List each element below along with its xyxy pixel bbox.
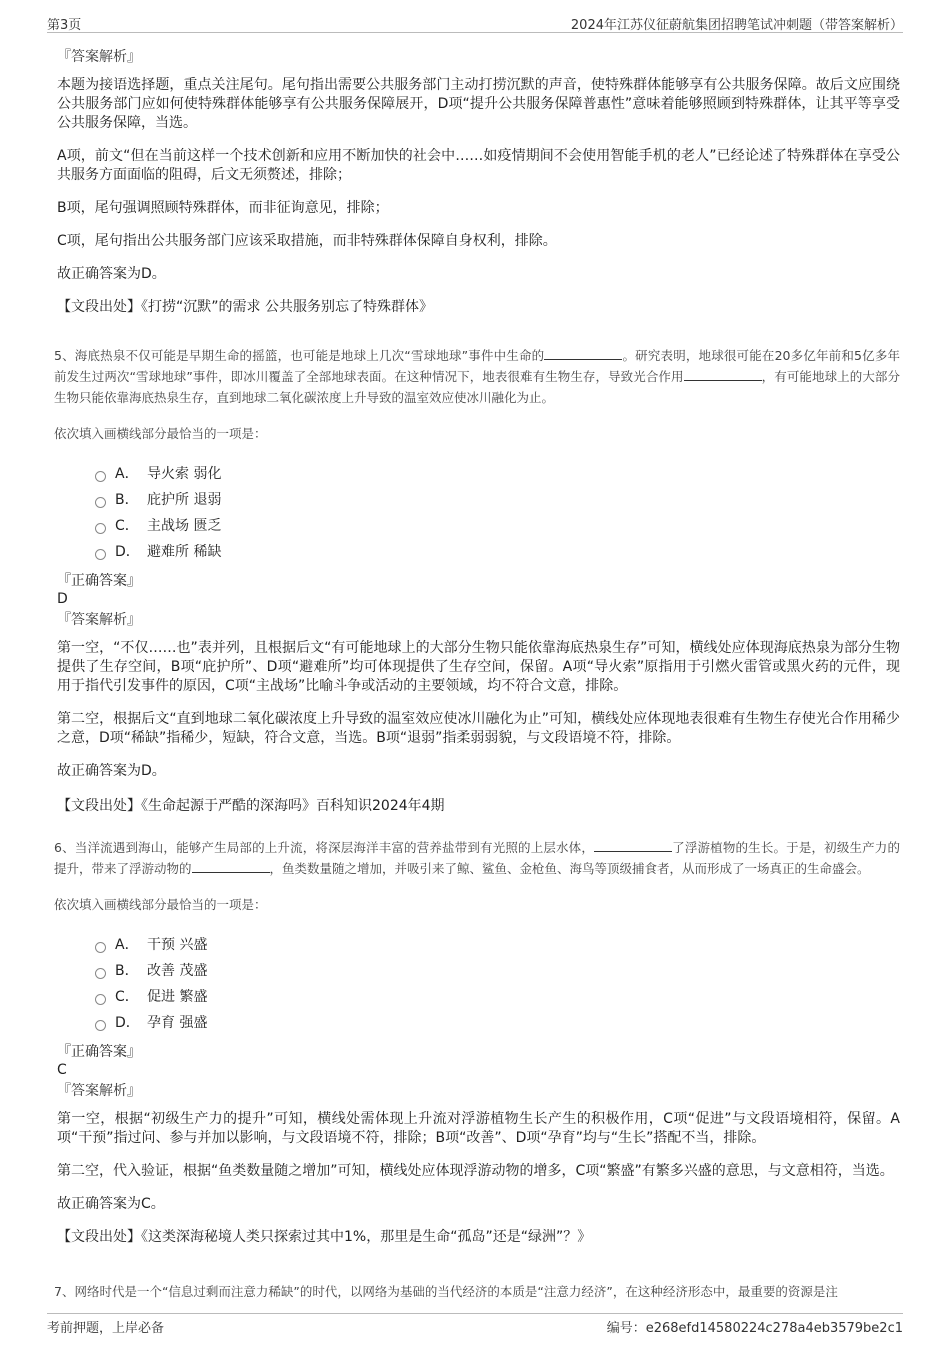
analysis-label: 『答案解析』 (57, 49, 141, 65)
correct-answer-value: D (57, 591, 68, 607)
fill-blank (544, 347, 622, 360)
option-b[interactable] (95, 957, 900, 983)
option-letter: D． (115, 1015, 140, 1031)
option-letter: B． (115, 963, 139, 979)
option-text: 主战场 匮乏 (147, 518, 222, 534)
document-title: 2024年江苏仪征蔚航集团招聘笔试冲刺题（带答案解析） (570, 18, 903, 33)
analysis-paragraph: C项，尾句指出公共服务部门应该采取措施，而非特殊群体保障自身权利，排除。 (57, 233, 557, 249)
option-text: 避难所 稀缺 (147, 544, 222, 560)
radio-icon[interactable] (95, 968, 106, 979)
source-citation: 【文段出处】《这类深海秘境人类只探索过其中1%，那里是生命“孤岛”还是“绿洲”？》 (57, 1229, 592, 1245)
analysis-paragraph: 故正确答案为D。 (57, 266, 166, 282)
option-d[interactable] (95, 538, 900, 564)
option-text: 庇护所 退弱 (147, 492, 222, 508)
radio-icon[interactable] (95, 1020, 106, 1031)
option-letter: C． (115, 518, 139, 534)
question-text-part: 5、海底热泉不仅可能是早期生命的摇篮，也可能是地球上几次“雪球地球”事件中生命的 (54, 348, 545, 363)
option-letter: D． (115, 544, 140, 560)
option-b[interactable] (95, 486, 900, 512)
page-header (47, 12, 903, 33)
analysis-paragraph: 第二空，代入验证，根据“鱼类数量随之增加”可知，横线处应体现浮游动物的增多，C项“繁盛”有繁多兴盛的意思，与文意相符，当选。 (57, 1163, 894, 1179)
radio-icon[interactable] (95, 471, 106, 482)
source-citation: 【文段出处】《生命起源于严酷的深海吗》百科知识2024年4期 (57, 798, 445, 814)
footer-slogan: 考前押题，上岸必备 (47, 1321, 165, 1336)
analysis-paragraph: 第二空，根据后文“直到地球二氧化碳浓度上升导致的温室效应使冰川融化为止”可知，横线处应体现地表很难有生物生存使光合作用稀少之意，D项“稀缺”指稀少，短缺，符合文意，当选。B项“退弱”指柔弱弱貌，与文段语境不符，排除。 (57, 711, 900, 746)
analysis-paragraph: B项，尾句强调照顾特殊群体，而非征询意见，排除； (57, 200, 389, 216)
analysis-paragraph: 故正确答案为C。 (57, 1196, 165, 1212)
question-6-text (54, 837, 900, 879)
correct-answer-label: 『正确答案』 (57, 1044, 141, 1060)
option-letter: A． (115, 466, 139, 482)
page-number: 第3页 (47, 18, 82, 33)
page-content (54, 40, 900, 1261)
radio-icon[interactable] (95, 994, 106, 1005)
option-text: 导火索 弱化 (147, 466, 222, 482)
source-citation: 【文段出处】《打捞“沉默”的需求 公共服务别忘了特殊群体》 (57, 299, 433, 315)
option-a[interactable] (95, 460, 900, 486)
option-letter: A． (115, 937, 139, 953)
option-d[interactable] (95, 1009, 900, 1035)
analysis-label: 『答案解析』 (57, 612, 141, 628)
analysis-paragraph: 第一空，“不仅……也”表并列，且根据后文“有可能地球上的大部分生物只能依靠海底热泉生存”可知，横线处应体现海底热泉为部分生物提供了生存空间，B项“庇护所”、D项“避难所”均可体现提供了生存空间，保留。A项“导火索”原指用于引燃火雷管或黑火药的元件，现用于指代引发事件的原因，C项“主战场”比喻斗争或活动的主要领域，均不符合文意，排除。 (57, 640, 900, 694)
document-serial: 编号：e268efd14580224c278a4eb3579be2c1 (606, 1321, 903, 1336)
option-text: 干预 兴盛 (147, 937, 208, 953)
fill-blank (594, 839, 672, 852)
question-instruction: 依次填入画横线部分最恰当的一项是： (54, 426, 267, 441)
question-text-part: 了浮游植物的生长。于是，初级生产力的提升，带来了浮游动物的 (54, 840, 900, 876)
option-a[interactable] (95, 931, 900, 957)
option-letter: C． (115, 989, 139, 1005)
radio-icon[interactable] (95, 942, 106, 953)
question-instruction: 依次填入画横线部分最恰当的一项是： (54, 897, 267, 912)
question-text-part: ，有可能地球上的大部分生物只能依靠海底热泉生存，直到地球二氧化碳浓度上升导致的温室效应使冰川融化为止。 (54, 369, 900, 405)
option-text: 孕育 强盛 (147, 1015, 208, 1031)
page-footer (47, 1313, 903, 1334)
option-c[interactable] (95, 512, 900, 538)
option-letter: B． (115, 492, 139, 508)
options-list (95, 931, 900, 1035)
option-c[interactable] (95, 983, 900, 1009)
analysis-paragraph: A项，前文“但在当前这样一个技术创新和应用不断加快的社会中……如疫情期间不会使用智能手机的老人”已经论述了特殊群体在享受公共服务方面面临的阻碍，后文无须赘述，排除； (57, 148, 900, 183)
fill-blank (192, 860, 270, 873)
analysis-paragraph: 故正确答案为D。 (57, 763, 166, 779)
analysis-paragraph: 第一空，根据“初级生产力的提升”可知，横线处需体现上升流对浮游植物生长产生的积极作用，C项“促进”与文段语境相符，保留。A项“干预”指过问、参与并加以影响，与文段语境不符，排除；B项“改善”、D项“孕育”均与“生长”搭配不当，排除。 (57, 1111, 900, 1146)
analysis-label: 『答案解析』 (57, 1083, 141, 1099)
question-7-cut-text (54, 1284, 900, 1302)
correct-answer-value: C (57, 1062, 67, 1078)
question-text-part: 6、当洋流遇到海山，能够产生局部的上升流，将深层海洋丰富的营养盐带到有光照的上层水体， (54, 840, 595, 855)
correct-answer-label: 『正确答案』 (57, 573, 141, 589)
question-text-part: 7、网络时代是一个“信息过剩而注意力稀缺”的时代，以网络为基础的当代经济的本质是“注意力经济”，在这种经济形态中，最重要的资源是注 (54, 1284, 838, 1299)
fill-blank (684, 368, 762, 381)
question-text-part: 。研究表明，地球很可能在20多亿年前和5亿多年前发生过两次“雪球地球”事件，即冰川覆盖了全部地球表面。在这种情况下，地表很难有生物生存，导致光合作用 (54, 348, 900, 384)
option-text: 促进 繁盛 (147, 989, 208, 1005)
options-list (95, 460, 900, 564)
question-text-part: ，鱼类数量随之增加，并吸引来了鲸、鲨鱼、金枪鱼、海鸟等顶级捕食者，从而形成了一场真正的生命盛会。 (269, 861, 870, 876)
radio-icon[interactable] (95, 549, 106, 560)
question-5-text (54, 345, 900, 408)
option-text: 改善 茂盛 (147, 963, 208, 979)
radio-icon[interactable] (95, 497, 106, 508)
analysis-paragraph: 本题为接语选择题，重点关注尾句。尾句指出需要公共服务部门主动打捞沉默的声音，使特殊群体能够享有公共服务保障。故后文应围绕公共服务部门应如何使特殊群体能够享有公共服务保障展开，D项“提升公共服务保障普惠性”意味着能够照顾到特殊群体，让其平等享受公共服务保障，当选。 (57, 77, 900, 131)
radio-icon[interactable] (95, 523, 106, 534)
